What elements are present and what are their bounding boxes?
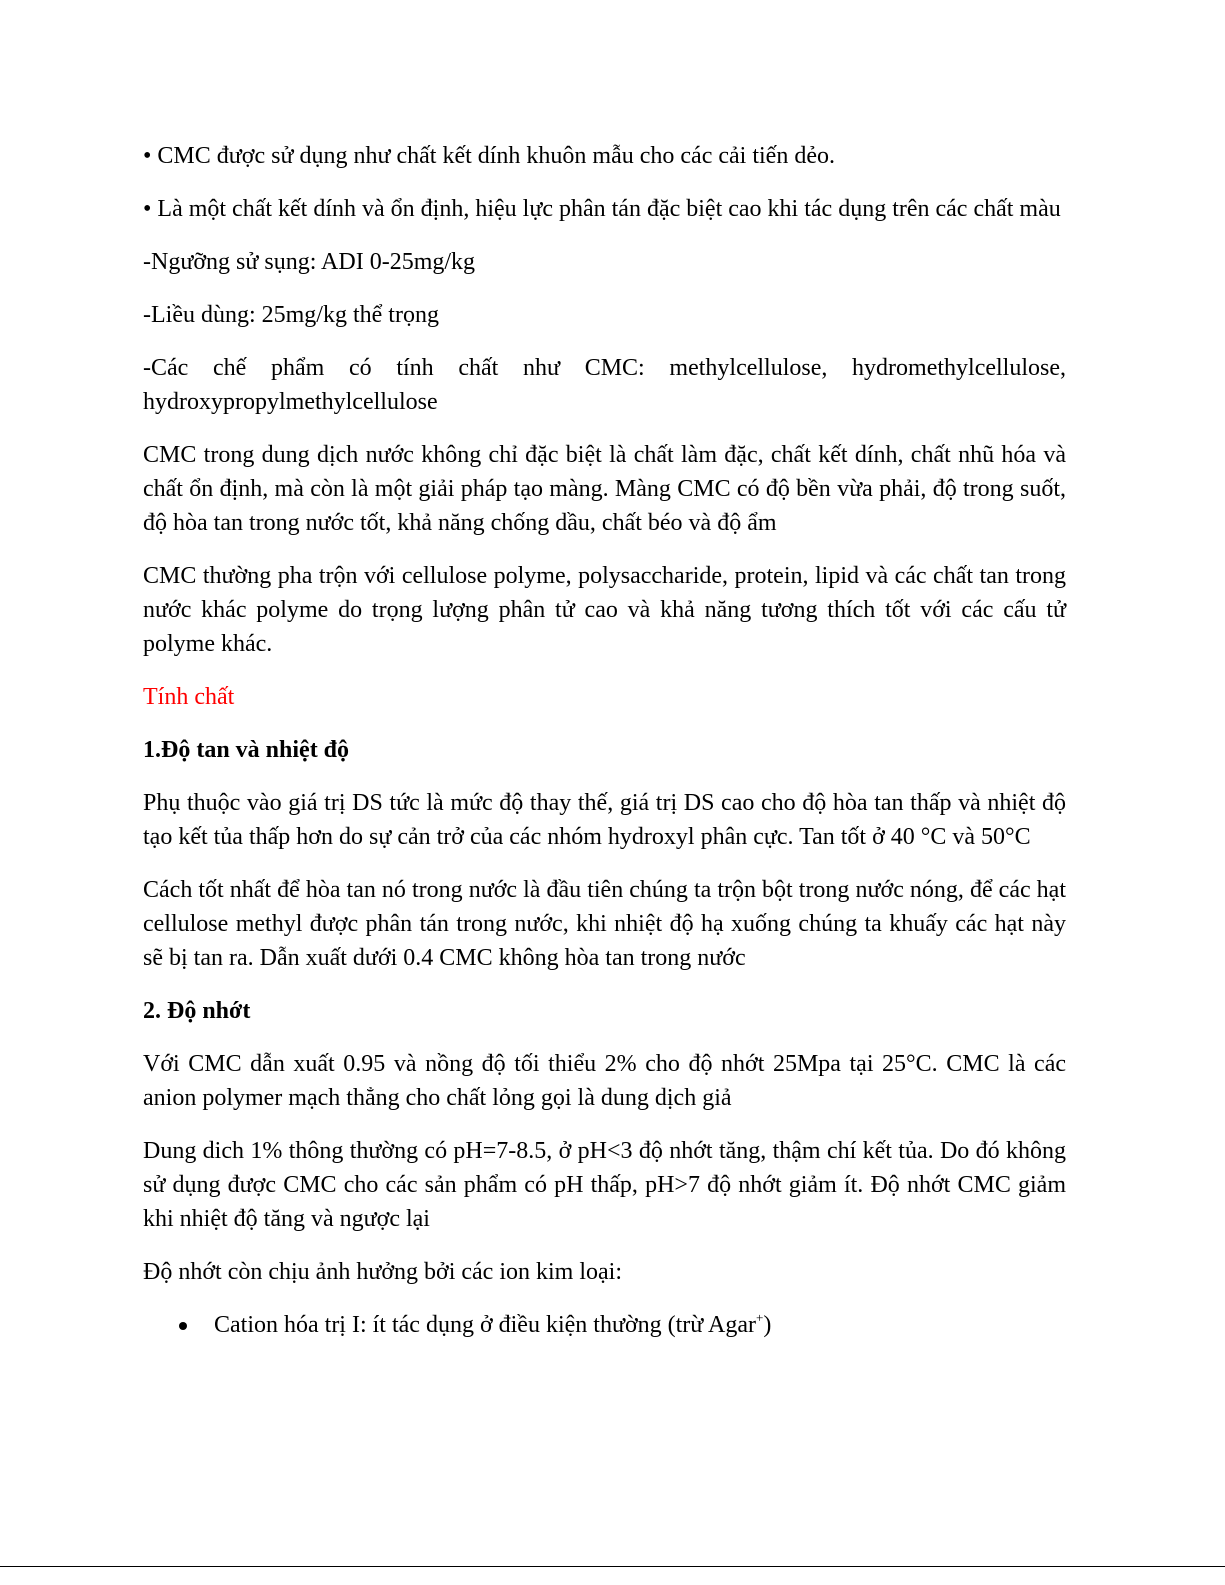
paragraph-ph-viscosity: Dung dich 1% thông thường có pH=7-8.5, ở pH<3 độ nhớt tăng, thậm chí kết tủa. Do đó không sử dụng được CMC cho các sản phẩm có pH thấp, pH>7 độ nhớt giảm ít. Độ nhớt CMC giảm khi nhiệt độ tăng và ngược lại: [143, 1138, 1066, 1232]
bullet-superscript: +: [755, 1310, 764, 1325]
paragraph-cmc-mixing: CMC thường pha trộn với cellulose polyme, polysaccharide, protein, lipid và các chất tan trong nước khác polyme do trọng lượng phân tử cao và khả năng tương thích tốt với các cấu tử polyme khác.: [143, 563, 1066, 657]
paragraph-adi-threshold: -Ngưỡng sử sụng: ADI 0-25mg/kg: [143, 249, 476, 275]
bullet-icon: [179, 1322, 187, 1330]
paragraph-dosage: -Liều dùng: 25mg/kg thể trọng: [143, 302, 439, 328]
paragraph-viscosity-cmc: Với CMC dẫn xuất 0.95 và nồng độ tối thiểu 2% cho độ nhớt 25Mpa tại 25°C. CMC là các anion polymer mạch thẳng cho chất lỏng gọi là dung dịch giả: [143, 1051, 1066, 1111]
cation-bullet-list: [143, 1308, 1066, 1342]
heading-solubility-temperature: 1.Độ tan và nhiệt độ: [143, 737, 350, 763]
paragraph-cmc-binder: • CMC được sử dụng như chất kết dính khuôn mẫu cho các cải tiến dẻo.: [143, 143, 835, 169]
paragraph-ds-value: Phụ thuộc vào giá trị DS tức là mức độ thay thế, giá trị DS cao cho độ hòa tan thấp và nhiệt độ tạo kết tủa thấp hơn do sự cản trở của các nhóm hydroxyl phân cực. Tan tốt ở 40 °C và 50°C: [143, 790, 1066, 850]
page-bottom-rule: [0, 1566, 1225, 1567]
paragraph-cmc-solution: CMC trong dung dịch nước không chỉ đặc biệt là chất làm đặc, chất kết dính, chất nhũ hóa và chất ổn định, mà còn là một giải pháp tạo màng. Màng CMC có độ bền vừa phải, độ trong suốt, độ hòa tan trong nước tốt, khả năng chống dầu, chất béo và độ ẩm: [143, 442, 1066, 536]
paragraph-cmc-stabilizer: • Là một chất kết dính và ổn định, hiệu lực phân tán đặc biệt cao khi tác dụng trên các chất màu: [143, 196, 1061, 222]
paragraph-similar-preparations: -Các chế phẩm có tính chất như CMC: methylcellulose, hydromethylcellulose, hydroxypropylmethylcellulose: [143, 355, 1066, 415]
section-title-properties: Tính chất: [143, 684, 235, 710]
bullet-text: Cation hóa trị I: ít tác dụng ở điều kiện thường (trừ Agar: [214, 1312, 756, 1338]
list-item: [143, 1308, 1066, 1342]
document-body: [143, 139, 1066, 1342]
paragraph-metal-ions: Độ nhớt còn chịu ảnh hưởng bởi các ion kim loại:: [143, 1259, 622, 1285]
paragraph-dissolving-method: Cách tốt nhất để hòa tan nó trong nước là đầu tiên chúng ta trộn bột trong nước nóng, để các hạt cellulose methyl được phân tán trong nước, khi nhiệt độ hạ xuống chúng ta khuấy các hạt này sẽ bị tan ra. Dẫn xuất dưới 0.4 CMC không hòa tan trong nước: [143, 877, 1066, 971]
heading-viscosity: 2. Độ nhớt: [143, 998, 251, 1024]
bullet-suffix: ): [763, 1312, 772, 1338]
